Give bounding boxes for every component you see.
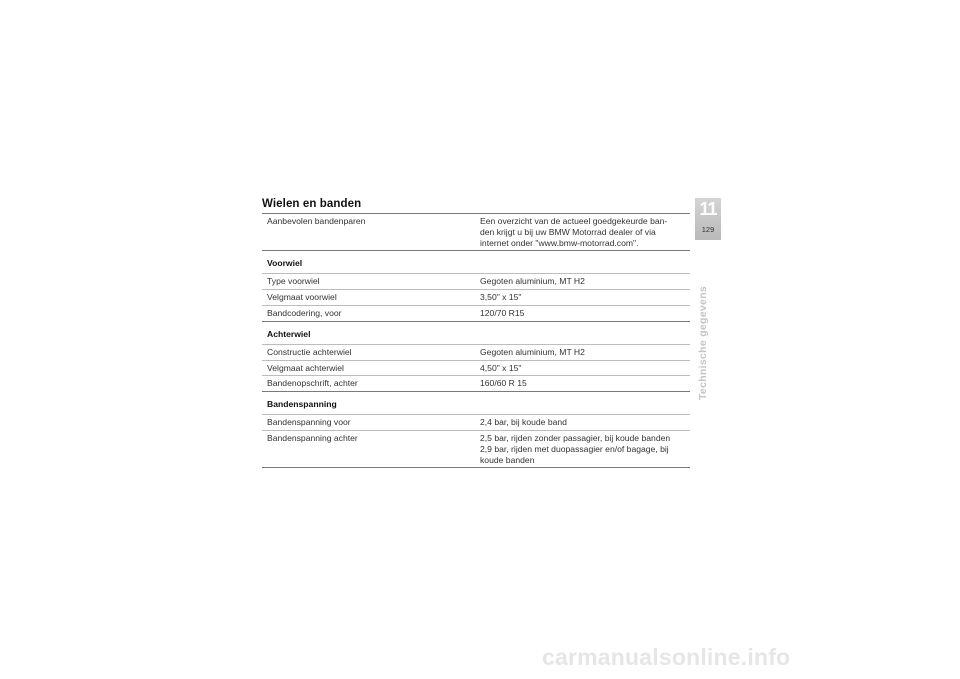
page-number: 129 bbox=[701, 225, 715, 234]
chapter-title-vertical: Technische gegevens bbox=[697, 285, 709, 400]
row-label: Bandenopschrift, achter bbox=[267, 378, 358, 389]
chapter-tab bbox=[695, 198, 721, 240]
spec-table bbox=[262, 213, 690, 468]
row-label: Velgmaat achterwiel bbox=[267, 362, 344, 373]
row-value: Gegoten aluminium, MT H2 bbox=[480, 276, 585, 287]
table-row bbox=[262, 376, 690, 392]
section-header-achterwiel bbox=[262, 321, 690, 345]
table-row bbox=[262, 345, 690, 361]
row-label: Type voorwiel bbox=[267, 276, 320, 287]
row-label: Aanbevolen bandenparen bbox=[267, 216, 366, 226]
table-row bbox=[262, 274, 690, 290]
table-row bbox=[262, 290, 690, 306]
row-value: 3,50" x 15" bbox=[480, 292, 522, 303]
row-value: 2,4 bar, bij koude band bbox=[480, 417, 567, 428]
section-title: Wielen en banden bbox=[262, 198, 362, 210]
section-header-bandenspanning bbox=[262, 391, 690, 415]
row-value-text: 2,5 bar, rijden zonder passagier, bij koude banden 2,9 bar, rijden met duopassagier en/of bagage, bij koude banden bbox=[480, 432, 671, 465]
table-row bbox=[262, 361, 690, 377]
row-value bbox=[474, 214, 690, 250]
row-value: 4,50" x 15" bbox=[480, 362, 522, 373]
row-label: Bandcodering, voor bbox=[267, 307, 342, 318]
chapter-number: 11 bbox=[699, 199, 717, 219]
row-value: 160/60 R 15 bbox=[480, 378, 527, 389]
row-label: Bandenspanning voor bbox=[267, 417, 351, 428]
row-value: Gegoten aluminium, MT H2 bbox=[480, 346, 585, 357]
row-value bbox=[474, 431, 690, 467]
section-heading: Achterwiel bbox=[267, 328, 311, 339]
watermark: carmanualsonline.info bbox=[542, 644, 791, 670]
row-label: Bandenspanning achter bbox=[267, 432, 358, 443]
table-row bbox=[262, 431, 690, 468]
row-value: 120/70 R15 bbox=[480, 307, 525, 318]
section-header-voorwiel bbox=[262, 250, 690, 274]
table-row bbox=[262, 214, 690, 251]
section-heading: Bandenspanning bbox=[267, 399, 337, 410]
table-row bbox=[262, 415, 690, 431]
section-heading: Voorwiel bbox=[267, 258, 303, 269]
row-label: Velgmaat voorwiel bbox=[267, 292, 337, 303]
row-value-text: Een overzicht van de actueel goedgekeurde ban- den krijgt u bij uw BMW Motorrad dealer of via internet onder "www.bmw-motorrad.com". bbox=[480, 216, 668, 248]
row-label: Constructie achterwiel bbox=[267, 346, 352, 357]
table-row bbox=[262, 306, 690, 322]
